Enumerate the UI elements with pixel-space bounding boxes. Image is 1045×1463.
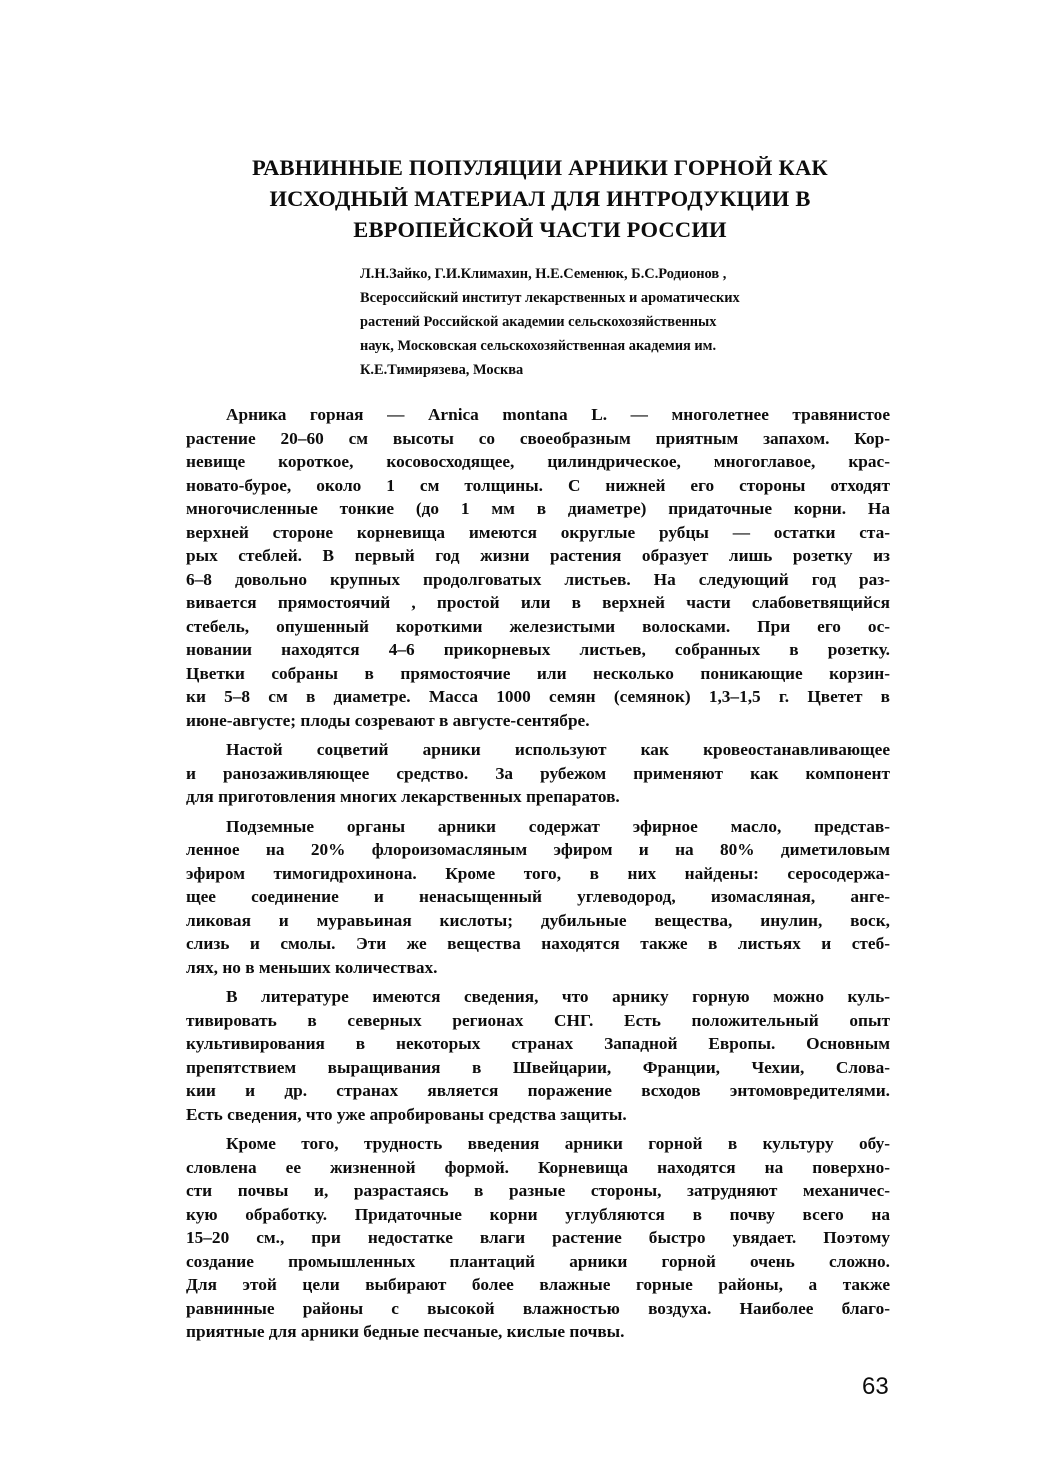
article-title bbox=[170, 152, 910, 245]
text-line: невище короткое, косовосходящее, цилиндрическое, многоглавое, крас- bbox=[186, 452, 890, 471]
text-line: новании находятся 4–6 прикорневых листьев, собранных в розетку. bbox=[186, 640, 890, 659]
authors-affiliation bbox=[360, 262, 900, 382]
text-line: 6–8 довольно крупных продолговатых листьев. На следующий год раз- bbox=[186, 569, 890, 589]
text-line: Кроме того, трудность введения арники горной в культуру обу- bbox=[226, 1134, 890, 1153]
text-line: ликовая и муравьиная кислоты; дубильные вещества, инулин, воск, bbox=[186, 910, 890, 930]
text-line: Для этой цели выбирают более влажные горные районы, а также bbox=[186, 1275, 890, 1294]
text-line: щее соединение и ненасыщенный углеводород, изомасляная, анге- bbox=[186, 887, 890, 906]
text-line: эфиром тимогидрохинона. Кроме того, в них найдены: серосодержа- bbox=[186, 863, 890, 883]
text-line: кии и др. странах является поражение всходов энтомовредителями. bbox=[186, 1081, 890, 1100]
affiliation-line: Всероссийский институт лекарственных и ароматических bbox=[360, 290, 740, 306]
paragraph bbox=[186, 815, 890, 980]
text-line: 15–20 см., при недостатке влаги растение быстро увядает. Поэтому bbox=[186, 1228, 890, 1247]
text-line: Настой соцветий арники используют как кровеостанавливающее bbox=[226, 740, 890, 759]
text-line: вивается прямостоячий , простой или в верхней части слабоветвящийся bbox=[186, 593, 890, 612]
text-line: растение 20–60 см высоты со своеобразным приятным запахом. Кор- bbox=[186, 428, 890, 448]
affiliation-line: К.Е.Тимирязева, Москва bbox=[360, 362, 524, 378]
text-line: равнинные районы с высокой влажностью воздуха. Наиболее благо- bbox=[186, 1298, 890, 1318]
text-line: препятствием выращивания в Швейцарии, Франции, Чехии, Слова- bbox=[186, 1057, 890, 1077]
text-line: Подземные органы арники содержат эфирное масло, представ- bbox=[226, 816, 890, 836]
authors-line: Л.Н.Зайко, Г.И.Климахин, Н.Е.Семенюк, Б.С.Родионов , bbox=[360, 266, 727, 282]
text-line: тивировать в северных регионах СНГ. Есть положительный опыт bbox=[186, 1010, 890, 1030]
paragraph bbox=[186, 985, 890, 1126]
text-line: верхней стороне корневища имеются округлые рубцы — остатки ста- bbox=[186, 522, 890, 542]
text-line: словлена ее жизненной формой. Корневища находятся на поверхно- bbox=[186, 1157, 890, 1177]
title-line: ИСХОДНЫЙ МАТЕРИАЛ ДЛЯ ИНТРОДУКЦИИ В bbox=[269, 186, 811, 211]
article-body bbox=[186, 403, 890, 1350]
text-line: кую обработку. Придаточные корни углубляются в почву всего на bbox=[186, 1204, 890, 1224]
affiliation-line: растений Российской академии сельскохозяйственных bbox=[360, 314, 717, 330]
paragraph bbox=[186, 738, 890, 809]
text-line: В литературе имеются сведения, что арнику горную можно куль- bbox=[226, 987, 890, 1006]
text-line: приятные для арники бедные песчаные, кислые почвы. bbox=[186, 1322, 625, 1341]
text-line: стебель, опушенный короткими железистыми волосками. При его ос- bbox=[186, 616, 890, 636]
text-line: Цветки собраны в прямостоячие или несколько поникающие корзин- bbox=[186, 663, 890, 683]
text-line: Есть сведения, что уже апробированы средства защиты. bbox=[186, 1104, 627, 1124]
title-line: РАВНИННЫЕ ПОПУЛЯЦИИ АРНИКИ ГОРНОЙ КАК bbox=[252, 155, 828, 180]
paragraph bbox=[186, 1132, 890, 1344]
text-line: культивирования в некоторых странах Западной Европы. Основным bbox=[186, 1034, 890, 1053]
text-line: рых стеблей. В первый год жизни растения образует лишь розетку из bbox=[186, 546, 890, 565]
text-line: для приготовления многих лекарственных препаратов. bbox=[186, 787, 620, 806]
page-number: 63 bbox=[862, 1373, 889, 1400]
text-line: и ранозаживляющее средство. За рубежом применяют как компонент bbox=[186, 763, 890, 783]
text-line: сти почвы и, разрастаясь в разные стороны, затрудняют механичес- bbox=[186, 1181, 890, 1200]
text-line: июне-августе; плоды созревают в августе-сентябре. bbox=[186, 710, 590, 730]
affiliation-line: наук, Московская сельскохозяйственная академия им. bbox=[360, 338, 717, 354]
text-line: слизь и смолы. Эти же вещества находятся также в листьях и стеб- bbox=[186, 934, 890, 953]
title-line: ЕВРОПЕЙСКОЙ ЧАСТИ РОССИИ bbox=[353, 217, 727, 242]
text-line: ки 5–8 см в диаметре. Масса 1000 семян (семянок) 1,3–1,5 г. Цветет в bbox=[186, 687, 890, 706]
text-line: лях, но в меньших количествах. bbox=[186, 957, 438, 977]
paragraph bbox=[186, 403, 890, 732]
text-line: Арника горная — Arnica montana L. — многолетнее травянистое bbox=[226, 405, 890, 424]
text-line: ленное на 20% флороизомасляным эфиром и на 80% диметиловым bbox=[186, 840, 890, 859]
text-line: создание промышленных плантаций арники горной очень сложно. bbox=[186, 1251, 890, 1271]
text-line: многочисленные тонкие (до 1 мм в диаметре) придаточные корни. На bbox=[186, 499, 890, 518]
text-line: новато-бурое, около 1 см толщины. С нижней его стороны отходят bbox=[186, 475, 890, 495]
